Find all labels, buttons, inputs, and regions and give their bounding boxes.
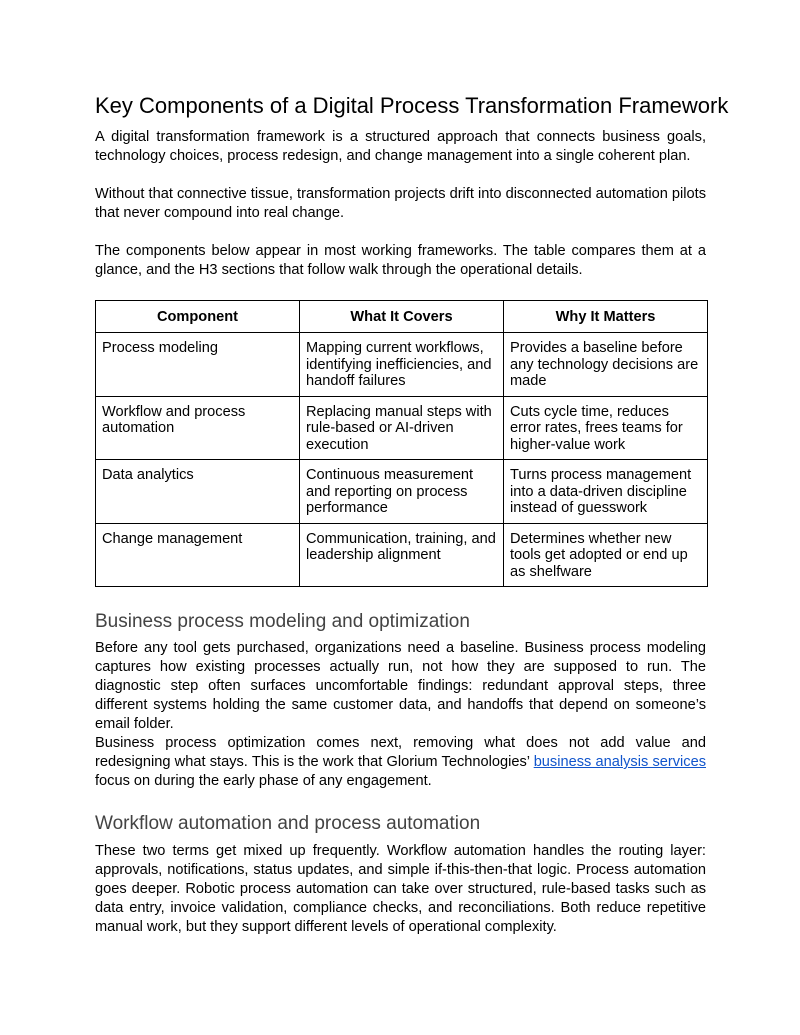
section1-p2-text-after: focus on during the early phase of any engagement.	[95, 773, 432, 789]
table-cell: Change management	[96, 523, 300, 587]
section1-p2-text-before: Business process optimization comes next, removing what does not add value and redesigning what stays. This is the work that Glorium Technologies’	[95, 735, 706, 770]
table-row	[96, 523, 708, 587]
section2-paragraph-1: These two terms get mixed up frequently. Workflow automation handles the routing layer: approvals, notifications, status updates, and simple if-this-then-that logic. Process automation goes deeper. Robotic process automation can take over structured, rule-based tasks such as data entry, invoice validation, compliance checks, and reconciliations. Both reduce repetitive manual work, but they support different levels of operational complexity.	[95, 843, 706, 935]
header-why-it-matters: Why It Matters	[504, 301, 708, 333]
table-row	[96, 460, 708, 524]
section-heading-process-modeling: Business process modeling and optimization	[95, 611, 470, 632]
table-cell: Determines whether new tools get adopted or end up as shelfware	[504, 523, 708, 587]
table-cell: Provides a baseline before any technology decisions are made	[504, 333, 708, 397]
intro-paragraph-1: A digital transformation framework is a structured approach that connects business goals, technology choices, process redesign, and change management into a single coherent plan.	[95, 129, 706, 164]
table-cell: Process modeling	[96, 333, 300, 397]
intro-paragraph-2: Without that connective tissue, transformation projects drift into disconnected automation pilots that never compound into real change.	[95, 186, 706, 221]
table-cell: Continuous measurement and reporting on process performance	[300, 460, 504, 524]
section1-paragraph-2	[95, 734, 706, 791]
table-cell: Replacing manual steps with rule-based or AI-driven execution	[300, 396, 504, 460]
table-cell: Mapping current workflows, identifying inefficiencies, and handoff failures	[300, 333, 504, 397]
section-heading-workflow-automation: Workflow automation and process automation	[95, 813, 481, 834]
header-what-it-covers: What It Covers	[300, 301, 504, 333]
section1-paragraph-1: Before any tool gets purchased, organizations need a baseline. Business process modeling captures how existing processes actually run, not how they are supposed to run. The diagnostic step often surfaces uncomfortable findings: redundant approval steps, three different systems holding the same customer data, and handoffs that depend on someone’s email folder.	[95, 640, 706, 732]
table-cell: Communication, training, and leadership alignment	[300, 523, 504, 587]
document-title: Key Components of a Digital Process Transformation Framework	[95, 93, 729, 118]
components-table	[95, 300, 708, 587]
table-cell: Turns process management into a data-driven discipline instead of guesswork	[504, 460, 708, 524]
header-component: Component	[96, 301, 300, 333]
intro-paragraph-3: The components below appear in most working frameworks. The table compares them at a glance, and the H3 sections that follow walk through the operational details.	[95, 243, 706, 278]
table-cell: Data analytics	[96, 460, 300, 524]
table-row	[96, 333, 708, 397]
business-analysis-services-link[interactable]: business analysis services	[533, 754, 706, 770]
table-row	[96, 396, 708, 460]
table-cell: Workflow and process automation	[96, 396, 300, 460]
table-header-row	[96, 301, 708, 333]
table-cell: Cuts cycle time, reduces error rates, frees teams for higher-value work	[504, 396, 708, 460]
